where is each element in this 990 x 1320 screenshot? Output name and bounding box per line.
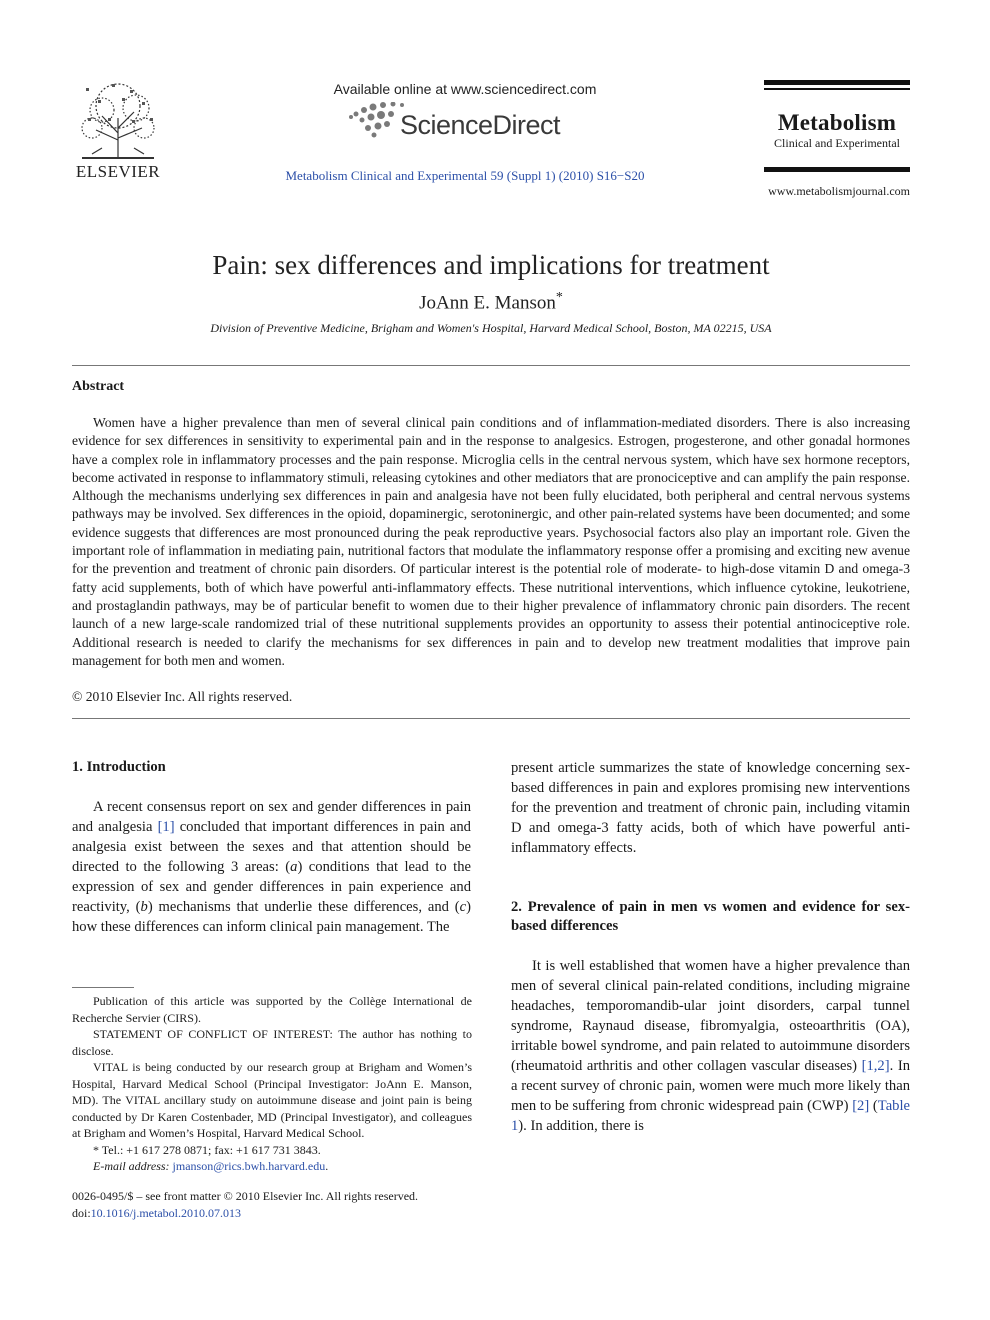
abstract-top-rule bbox=[72, 365, 910, 366]
masthead-rule-top-thin bbox=[764, 88, 910, 90]
text-run: . In a recent survey of chronic pain, women were much more likely than men to be suffering from chronic widespread pain (CWP) bbox=[511, 1058, 910, 1114]
abstract-copyright: © 2010 Elsevier Inc. All rights reserved. bbox=[72, 689, 293, 704]
text-run: ) how these differences can inform clinical pain management. The bbox=[72, 899, 471, 935]
front-matter bbox=[72, 1188, 492, 1221]
sciencedirect-wordmark: ScienceDirect bbox=[400, 110, 561, 140]
text-run: ). In addition, there is bbox=[518, 1118, 644, 1134]
journal-subtitle: Clinical and Experimental bbox=[774, 135, 900, 150]
left-column bbox=[72, 758, 471, 937]
email-link[interactable]: jmanson@rics.bwh.harvard.edu bbox=[172, 1159, 326, 1173]
text-run: . bbox=[325, 1159, 329, 1173]
journal-url[interactable]: www.metabolismjournal.com bbox=[768, 184, 910, 198]
article-title: Pain: sex differences and implications for treatment bbox=[212, 250, 770, 280]
doi-label: doi: bbox=[72, 1205, 91, 1220]
abstract-body: Women have a higher prevalence than men of several clinical pain conditions and of inflammation-mediated disorders. There is also increasing evidence for sex differences in sensitivity to experimental pain and in the response to analgesics. Estrogen, progesterone, and other gonadal hormones have a complex role in inflammatory processes and the pain response. Microglia cells in the central nervous system, which have sex hormone receptors, become activated in response to inflammatory stimuli, releasing cytokines and other mediators that are pronociceptive and can amplify the pain response. Although the mechanisms underlying sex differences in pain and analgesia have not been fully elucidated, both peripheral and central nervous systems pathways may be involved. Sex differences in the opioid, dopaminergic, serotoninergic, and other pain-related systems have been documented; and some evidence suggests that differences are most pronounced during the peak reproductive years. Psychosocial factors also play an important role. Given the important role of inflammation in mediating pain, nutritional factors that modulate the inflammatory response offer a promising and exciting new avenue for the prevention and treatment of chronic pain disorders. Of particular interest is the potential role of moderate- to high-dose vitamin D and omega-3 fatty acid supplements, both of which have powerful anti-inflammatory effects. These nutritional interventions, which influence cytokine, leukotriene, and prostaglandin pathways, may be of particular benefit to women due to their higher prevalence of inflammatory chronic pain disorders. The recent launch of a new large-scale randomized trial of these nutritional supplements provides an opportunity to assess their potential antinociceptive role. Additional research is needed to clarify the mechanisms for sex differences in pain and to develop new treatment modalities that improve pain management for both men and women. bbox=[72, 415, 910, 668]
footnote-contact bbox=[72, 1142, 472, 1159]
footnote-conflict: STATEMENT OF CONFLICT OF INTEREST: The author has nothing to disclose. bbox=[72, 1027, 472, 1058]
footnote-phone: Tel.: +1 617 278 0871; fax: +1 617 731 3843. bbox=[101, 1142, 321, 1157]
footnote-mark: * bbox=[93, 1142, 102, 1157]
abstract-bottom-rule bbox=[72, 718, 910, 719]
journal-name: Metabolism bbox=[777, 109, 897, 135]
text-run: ) conditions that lead to the expression of sex and gender differences in pain experience and reactivity, ( bbox=[72, 859, 471, 915]
footnote-support: Publication of this article was supported by the Collège International de Recherche Servier (CIRS). bbox=[72, 994, 472, 1025]
table-1-link[interactable]: Table 1 bbox=[511, 1098, 910, 1134]
text-run: ) mechanisms that underlie these differences, and ( bbox=[147, 899, 460, 915]
footnote-email bbox=[72, 1158, 472, 1175]
footnote-vital: VITAL is being conducted by our research group at Brigham and Women’s Hospital, Harvard Medical School (Principal Investigator: JoAnn E. Manson, MD). The VITAL ancillary study on autoimmune disease and joint pain is being conducted by Dr Karen Costenbader, MD (Principal Investigator), and colleagues at Brigham and Women’s Hospital, Harvard Medical School. bbox=[72, 1060, 472, 1140]
text-run: ( bbox=[869, 1098, 878, 1114]
doi-link[interactable]: 10.1016/j.metabol.2010.07.013 bbox=[90, 1205, 241, 1220]
footnote-rule bbox=[72, 987, 134, 988]
abstract-heading: Abstract bbox=[72, 379, 125, 394]
section-2-heading: 2. Prevalence of pain in men vs women and evidence for sex-based differences bbox=[511, 899, 910, 934]
issn-line: 0026-0495/$ – see front matter © 2010 Elsevier Inc. All rights reserved. bbox=[72, 1189, 419, 1203]
reference-link-1[interactable]: [1] bbox=[157, 819, 175, 835]
masthead-rule-top bbox=[764, 80, 910, 85]
journal-citation-link[interactable]: Metabolism Clinical and Experimental 59 (Suppl 1) (2010) S16−S20 bbox=[285, 168, 645, 183]
doi-line bbox=[72, 1205, 492, 1222]
journal-masthead bbox=[764, 80, 910, 172]
footnotes bbox=[72, 993, 472, 1175]
reference-link-1-2[interactable]: [1,2] bbox=[861, 1058, 890, 1074]
section-2-paragraph bbox=[511, 956, 910, 1136]
available-online-text: Available online at www.sciencedirect.com bbox=[333, 81, 597, 97]
text-run: concluded that important differences in pain and analgesia exist between the sexes and that attention should be directed to the following 3 areas: ( bbox=[72, 819, 471, 875]
reference-link-2[interactable]: [2] bbox=[852, 1098, 870, 1114]
elsevier-wordmark: ELSEVIER bbox=[75, 162, 161, 181]
list-marker-c: c bbox=[459, 899, 467, 915]
author-affiliation: Division of Preventive Medicine, Brigham and Women's Hospital, Harvard Medical School, Boston, MA 02215, USA bbox=[210, 321, 772, 335]
list-marker-a: a bbox=[290, 859, 298, 875]
email-label: E-mail address: bbox=[93, 1159, 170, 1173]
text-run: It is well established that women have a higher prevalence than men of several clinical pain-related conditions, including migraine headaches, temporomandib-ular joint disorders, carpal tunnel syndrome, Raynaud disease, fibromyalgia, osteoarthritis (OA), irritable bowel syndrome, and pain related to autoimmune disorders (rheumatoid arthritis and other collagen vascular diseases) bbox=[511, 958, 910, 1074]
right-column bbox=[511, 758, 910, 1136]
section-1-paragraph bbox=[72, 797, 471, 937]
text-run: A recent consensus report on sex and gender differences in pain and analgesia bbox=[72, 799, 471, 835]
list-marker-b: b bbox=[140, 899, 148, 915]
section-1-paragraph-continued: present article summarizes the state of knowledge concerning sex-based differences in pain and explores promising new interventions for the prevention and treatment of chronic pain, including vitamin D and omega-3 fatty acids, both of which have powerful anti-inflammatory effects. bbox=[511, 760, 910, 856]
masthead-rule-bottom bbox=[764, 167, 910, 172]
author-footnote-mark[interactable]: * bbox=[555, 290, 563, 305]
section-1-heading: 1. Introduction bbox=[72, 759, 166, 775]
author-name: JoAnn E. Manson bbox=[419, 292, 556, 314]
author-line bbox=[72, 290, 910, 314]
